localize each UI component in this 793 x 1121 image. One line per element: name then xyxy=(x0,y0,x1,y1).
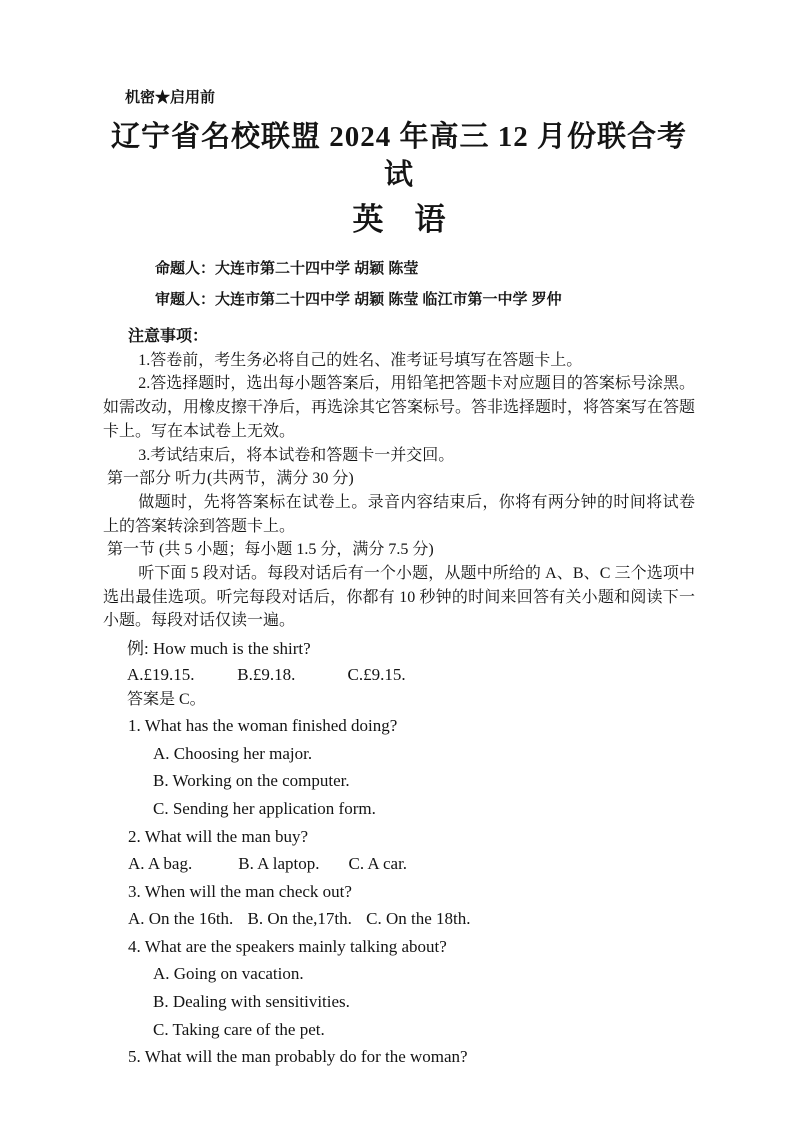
part1-heading: 第一部分 听力(共两节，满分 30 分) xyxy=(107,470,354,488)
question-text: 4. What are the speakers mainly talking about? xyxy=(128,936,447,956)
question-block-1 xyxy=(103,712,695,822)
question-option: C. On the 18th. xyxy=(366,909,471,929)
question-option: A. Choosing her major. xyxy=(153,743,313,763)
question-text: 2. What will the man buy? xyxy=(128,826,309,846)
question-option: B. Dealing with sensitivities. xyxy=(153,992,350,1012)
question-option-row xyxy=(128,850,695,878)
question-block-5 xyxy=(103,1043,695,1071)
example-option: B.£9.18. xyxy=(237,665,296,685)
notices-section xyxy=(103,325,695,467)
question-text: 3. When will the man check out? xyxy=(128,881,352,901)
notice-item: 1.答卷前，考生务必将自己的姓名、准考证号填写在答题卡上。 xyxy=(138,351,583,369)
question-option: B. Working on the computer. xyxy=(153,771,350,791)
question-option: C. A car. xyxy=(348,854,408,874)
question-text: 1. What has the woman finished doing? xyxy=(128,716,398,736)
section1-heading: 第一节 (共 5 小题；每小题 1.5 分，满分 7.5 分) xyxy=(107,541,434,559)
setter-line: 命题人：大连市第二十四中学 胡颖 陈莹 xyxy=(155,260,419,277)
section1-instructions: 听下面 5 段对话。每段对话后有一个小题，从题中所给的 A、B、C 三个选项中选出最佳选项。听完每段对话后，你都有 10 秒钟的时间来回答有关小题和阅读下一小题。每段对话仅读一遍。 xyxy=(103,565,695,630)
question-block-3 xyxy=(103,878,695,933)
question-option: A. Going on vacation. xyxy=(153,964,304,984)
notices-heading: 注意事项： xyxy=(128,328,209,345)
notice-item: 3.考试结束后，将本试卷和答题卡一并交回。 xyxy=(138,446,455,464)
subject-title: 英 语 xyxy=(352,202,446,237)
question-option: C. Taking care of the pet. xyxy=(153,1019,325,1039)
question-text: 5. What will the man probably do for the woman? xyxy=(128,1047,468,1067)
part1-section xyxy=(103,467,695,633)
example-answer: 答案是 C。 xyxy=(127,691,206,709)
example-option-row xyxy=(127,662,695,688)
question-block-4 xyxy=(103,933,695,1043)
example-option: A.£19.15. xyxy=(127,665,195,685)
question-option: B. A laptop. xyxy=(238,854,320,874)
question-option-row xyxy=(128,905,695,933)
notice-item: 2.答选择题时，选出每小题答案后，用铅笔把答题卡对应题目的答案标号涂黑。如需改动，用橡皮擦干净后，再选涂其它答案标号。答非选择题时，将答案写在答题卡上。写在本试卷上无效。 xyxy=(103,375,696,440)
question-block-2 xyxy=(103,823,695,878)
example-block xyxy=(103,636,695,712)
question-option: C. Sending her application form. xyxy=(153,798,376,818)
question-option: B. On the,17th. xyxy=(247,909,352,929)
exam-title: 辽宁省名校联盟 2024 年高三 12 月份联合考试 xyxy=(110,121,687,191)
question-option: A. On the 16th. xyxy=(128,909,234,929)
reviewer-line: 审题人：大连市第二十四中学 胡颖 陈莹 临江市第一中学 罗仲 xyxy=(155,291,562,308)
part1-instructions: 做题时，先将答案标在试卷上。录音内容结束后，你将有两分钟的时间将试卷上的答案转涂到答题卡上。 xyxy=(103,493,695,535)
question-option: A. A bag. xyxy=(128,854,193,874)
example-question: 例: How much is the shirt? xyxy=(127,639,311,659)
example-option: C.£9.15. xyxy=(347,665,406,685)
classification-label: 机密★启用前 xyxy=(125,90,216,106)
